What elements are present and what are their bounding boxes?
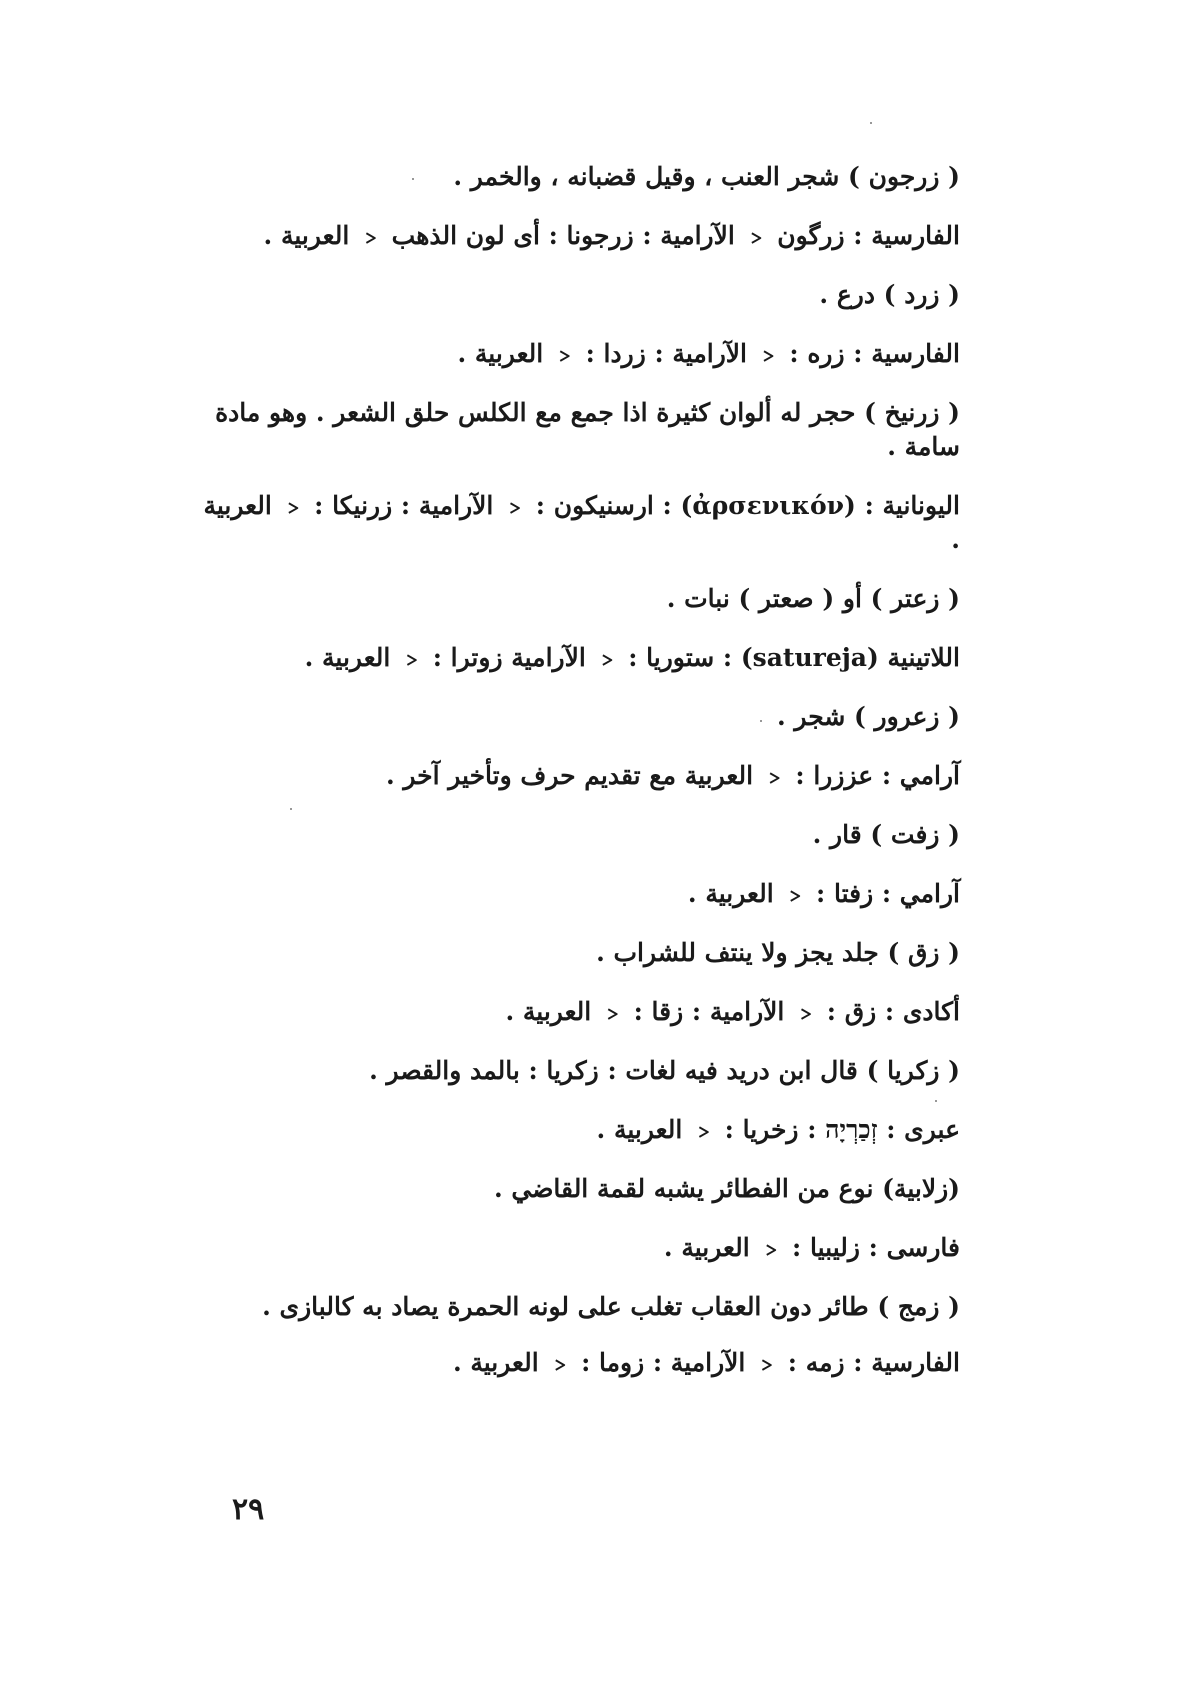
entry-etymology: اليونانية : (ἀρσενικόν) : ارسنيكون : ﹤ الآرامية : زرنيكا : ﹤ العربية . xyxy=(203,491,960,554)
entry-etymology: الفارسية : زمه : ﹤ الآرامية : زوما : ﹤ العربية . xyxy=(452,1348,960,1377)
entry-zarnikh xyxy=(203,396,960,557)
scan-speck xyxy=(935,1100,937,1102)
entry-headword: ( زرنيخ ) حجر له ألوان كثيرة اذا جمع مع الكلس حلق الشعر . وهو مادة سامة . xyxy=(215,398,960,461)
scan-speck xyxy=(870,122,872,124)
entry-headword: (زلابية) نوع من الفطائر يشبه لقمة القاضي . xyxy=(493,1174,960,1203)
entry-headword: ( زق ) جلد يجز ولا ينتف للشراب . xyxy=(596,938,960,967)
entry-etymology: أكادى : زق : ﹤ الآرامية : زقا : ﹤ العربية . xyxy=(505,997,960,1026)
entry-zarur xyxy=(230,700,960,793)
entry-zard xyxy=(230,278,960,371)
entry-headword: ( زرجون ) شجر العنب ، وقيل قضبانه ، والخمر . xyxy=(453,162,960,191)
entry-headword: ( زعرور ) شجر . xyxy=(777,702,960,731)
page-number: ٢٩ xyxy=(232,1492,265,1527)
entry-etymology: آرامي : زفتا : ﹤ العربية . xyxy=(687,879,960,908)
entry-etymology: عبرى : זְכַרְיָה : زخريا : ﹤ العربية . xyxy=(596,1115,960,1144)
entry-etymology: الفارسية : زره : ﹤ الآرامية : زردا : ﹤ العربية . xyxy=(457,339,960,368)
entry-zumaj xyxy=(230,1290,960,1380)
entry-headword: ( زرد ) درع . xyxy=(819,280,960,309)
entry-zalabiya xyxy=(230,1172,960,1265)
entry-headword: ( زعتر ) أو ( صعتر ) نبات . xyxy=(666,584,960,613)
scan-speck xyxy=(760,720,762,722)
entry-headword: ( زفت ) قار . xyxy=(812,820,960,849)
entry-etymology: اللاتينية (satureja) : ستوريا : ﹤ الآرامية زوترا : ﹤ العربية . xyxy=(304,643,960,672)
entry-etymology: الفارسية : زرگون ﹤ الآرامية : زرجونا : أى لون الذهب ﹤ العربية . xyxy=(263,221,960,250)
entry-zaatar xyxy=(230,582,960,675)
entries-block xyxy=(203,160,960,1380)
scan-speck xyxy=(412,178,414,180)
entry-headword: ( زكريا ) قال ابن دريد فيه لغات : زكريا : بالمد والقصر . xyxy=(369,1056,960,1085)
entry-etymology: فارسى : زليبيا : ﹤ العربية . xyxy=(663,1233,960,1262)
entry-ziqq xyxy=(230,936,960,1029)
entry-headword: ( زمج ) طائر دون العقاب تغلب على لونه الحمرة يصاد به كالبازى . xyxy=(262,1292,960,1321)
scan-speck xyxy=(290,808,292,810)
entry-etymology: آرامي : عززرا : ﹤ العربية مع تقديم حرف وتأخير آخر . xyxy=(385,761,960,790)
entry-zakariya xyxy=(230,1054,960,1147)
entry-zarjun xyxy=(230,160,960,253)
entry-zift xyxy=(230,818,960,911)
